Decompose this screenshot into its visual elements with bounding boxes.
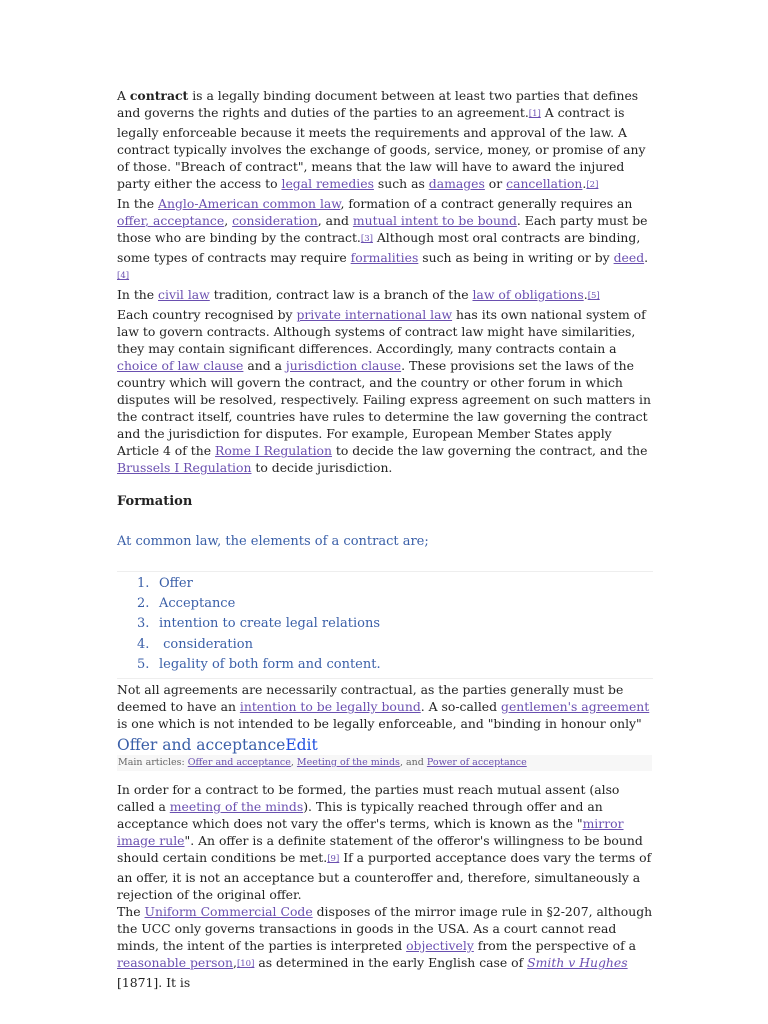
- term-contract: contract: [129, 88, 189, 103]
- text: [1871]. It is: [117, 975, 191, 990]
- text: to decide jurisdiction.: [251, 460, 393, 475]
- text: ,: [232, 955, 237, 970]
- main-articles-hatnote: [117, 755, 652, 771]
- text: In the: [117, 287, 159, 302]
- link-meeting-of-the-minds[interactable]: Meeting of the minds: [296, 757, 400, 768]
- elements-lead: At common law, the elements of a contract are;: [117, 534, 429, 549]
- text: .: [582, 176, 587, 191]
- link-civil-law[interactable]: civil law: [158, 287, 210, 302]
- text: , and: [317, 213, 353, 228]
- text: is one which is not intended to be legally enforceable, and "binding in honour only": [117, 716, 642, 731]
- text: or: [484, 176, 507, 191]
- link-private-international-law[interactable]: private international law: [296, 307, 453, 322]
- text: from the perspective of a: [473, 938, 637, 953]
- citation[interactable]: [361, 234, 373, 244]
- citation-link[interactable]: [9]: [327, 854, 340, 864]
- list-text: Offer: [159, 576, 193, 591]
- list-item: [137, 614, 381, 634]
- text: such as: [373, 176, 429, 191]
- text: If a purported acceptance does vary the terms of an offer, it is not an acceptance but a counteroffer and, therefore, simultaneously a rejection of the original offer.: [117, 850, 652, 902]
- intro-paragraph: [117, 87, 653, 195]
- text: In the: [117, 196, 159, 211]
- link-consideration[interactable]: consideration: [232, 213, 318, 228]
- link-jurisdiction-clause[interactable]: jurisdiction clause: [285, 358, 402, 373]
- link-law-of-obligations[interactable]: law of obligations: [472, 287, 584, 302]
- link-anglo-american-common-law[interactable]: Anglo-American common law: [158, 196, 341, 211]
- link-meeting-of-minds[interactable]: meeting of the minds: [169, 799, 304, 814]
- text: disposes of the mirror image rule in §2-207, although the UCC only governs transactions in goods in the USA. As a court cannot read minds, the intent of the parties is interpreted: [117, 904, 653, 953]
- link-gentlemens-agreement[interactable]: gentlemen's agreement: [501, 699, 650, 714]
- elements-list: [137, 574, 381, 675]
- list-number: 5.: [137, 656, 150, 672]
- elements-list-box: [117, 571, 653, 679]
- text: .: [583, 287, 588, 302]
- link-deed[interactable]: deed: [613, 250, 645, 265]
- heading-text: Offer and acceptance: [117, 736, 286, 754]
- link-legal-remedies[interactable]: legal remedies: [281, 176, 374, 191]
- link-mirror-image-rule[interactable]: mirror image rule: [117, 816, 624, 848]
- link-smith-v-hughes[interactable]: Smith v Hughes: [527, 955, 628, 970]
- text: and a: [243, 358, 286, 373]
- list-item: [137, 635, 381, 655]
- citation[interactable]: [529, 109, 541, 119]
- link-objectively[interactable]: objectively: [406, 938, 474, 953]
- text: as determined in the early English case of: [254, 955, 528, 970]
- text: Each country recognised by: [117, 307, 297, 322]
- text: . Each party must be those who are binding by the contract.: [117, 213, 648, 245]
- text: tradition, contract law is a branch of the: [209, 287, 473, 302]
- link-choice-of-law-clause[interactable]: choice of law clause: [117, 358, 244, 373]
- list-item: [137, 655, 381, 675]
- citation[interactable]: [586, 180, 598, 190]
- text: is a legally binding document between at least two parties that defines and governs the rights and duties of the parties to an agreement.: [117, 88, 639, 120]
- offer-acceptance-heading: [117, 735, 653, 755]
- list-text: Acceptance: [159, 596, 236, 612]
- list-item: [137, 594, 381, 614]
- link-acceptance[interactable]: acceptance: [153, 213, 225, 228]
- text: Not all agreements are necessarily contractual, as the parties generally must be deemed to have an: [117, 682, 624, 714]
- ucc-paragraph: [117, 903, 653, 991]
- link-formalities[interactable]: formalities: [350, 250, 419, 265]
- link-intention-legally-bound[interactable]: intention to be legally bound: [239, 699, 421, 714]
- list-item: [137, 574, 381, 594]
- citation-link[interactable]: [2]: [586, 180, 599, 190]
- citation-link[interactable]: [3]: [360, 234, 373, 244]
- link-power-of-acceptance[interactable]: Power of acceptance: [426, 757, 527, 768]
- citation[interactable]: [588, 291, 600, 301]
- citation[interactable]: [327, 854, 339, 864]
- text: , and: [399, 757, 427, 768]
- text: , formation of a contract generally requires an: [340, 196, 633, 211]
- text: ,: [290, 757, 297, 768]
- citation[interactable]: [237, 959, 254, 969]
- citation-link[interactable]: [4]: [117, 271, 130, 281]
- text: A contract is legally enforceable because it meets the requirements and approval of the law. A contract typically involves the exchange of goods, service, money, or promise of any of those. "Breach of contract", means that the law will have to award the injured party either the access to: [117, 105, 646, 191]
- citation-link[interactable]: [5]: [587, 291, 600, 301]
- document-page: [117, 87, 653, 991]
- text: The: [117, 904, 145, 919]
- text: ). This is typically reached through offer and an acceptance which does not vary the offer's terms, which is known as the ": [117, 799, 603, 831]
- link-offer-and-acceptance[interactable]: Offer and acceptance: [187, 757, 291, 768]
- link-brussels-i-regulation[interactable]: Brussels I Regulation: [117, 460, 252, 475]
- link-comma[interactable]: ,: [145, 213, 154, 228]
- civil-law-paragraph: [117, 286, 653, 306]
- link-damages[interactable]: damages: [428, 176, 485, 191]
- formation-heading: Formation: [117, 494, 193, 509]
- hatnote-prefix: Main articles:: [118, 757, 188, 768]
- text: In order for a contract to be formed, the parties must reach mutual assent (also called a: [117, 782, 620, 814]
- text: ,: [224, 213, 233, 228]
- text: A: [117, 88, 130, 103]
- link-cancellation[interactable]: cancellation: [506, 176, 583, 191]
- text: to decide the law governing the contract, and the: [331, 443, 648, 458]
- case-name: [527, 955, 627, 970]
- link-mutual-intent[interactable]: mutual intent to be bound: [352, 213, 517, 228]
- text: .: [644, 250, 649, 265]
- link-offer[interactable]: offer: [117, 213, 146, 228]
- list-number: 3.: [137, 616, 150, 632]
- citation-link[interactable]: [10]: [236, 959, 255, 969]
- citation[interactable]: [117, 271, 129, 281]
- text: Although most oral contracts are binding, some types of contracts may require: [117, 230, 641, 265]
- mutual-assent-paragraph: [117, 781, 653, 903]
- list-text: intention to create legal relations: [159, 616, 380, 632]
- international-law-paragraph: [117, 306, 653, 476]
- link-reasonable-person[interactable]: reasonable person: [117, 955, 233, 970]
- link-uniform-commercial-code[interactable]: Uniform Commercial Code: [144, 904, 313, 919]
- text: . A so-called: [420, 699, 502, 714]
- text: such as being in writing or by: [418, 250, 614, 265]
- list-text: consideration: [159, 636, 254, 652]
- text: ". An offer is a definite statement of the offeror's willingness to be bound should certain conditions be met.: [117, 833, 643, 865]
- common-law-paragraph: [117, 195, 653, 286]
- text: has its own national system of law to govern contracts. Although systems of contract law might have similarities, they may contain significant differences. Accordingly, many contracts contain a: [117, 307, 646, 356]
- list-number: 1.: [137, 576, 150, 591]
- edit-link[interactable]: Edit: [285, 736, 318, 754]
- agreements-paragraph: [117, 681, 653, 732]
- list-number: 2.: [137, 596, 150, 612]
- link-rome-i-regulation[interactable]: Rome I Regulation: [215, 443, 332, 458]
- list-text: legality of both form and content.: [159, 656, 381, 672]
- list-number: 4.: [137, 636, 150, 652]
- citation-link[interactable]: [1]: [528, 109, 541, 119]
- text: . These provisions set the laws of the country which will govern the contract, and the country or other forum in which disputes will be resolved, respectively. Failing express agreement on such matters in the contract itself, countries have rules to determine the law governing the contract and the jurisdiction for disputes. For example, European Member States apply Article 4 of the: [117, 358, 651, 458]
